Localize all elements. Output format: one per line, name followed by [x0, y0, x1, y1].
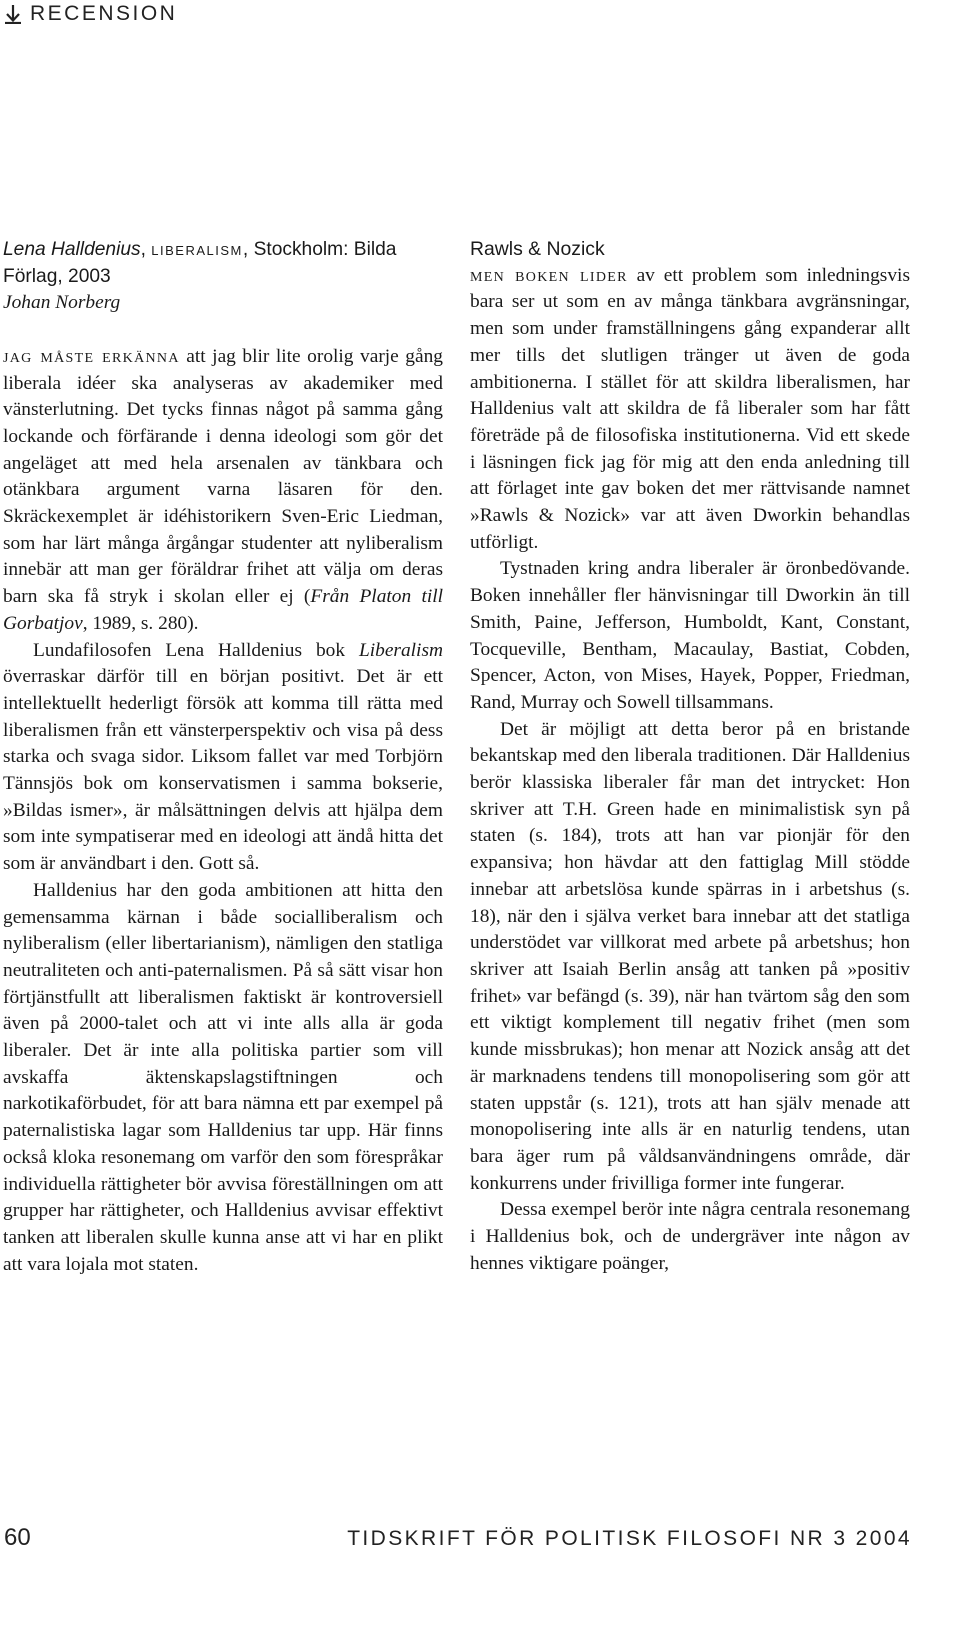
- paragraph: men boken lider av ett problem som inledningsvis bara ser ut som en av många tänkbara avgränsningar, men som under framställningens gång expanderar allt mer tills det slutligen tränger ut även de goda ambitionerna. I stället för att skildra liberalismen, har Halldenius valt att skildra de få liberaler som har fått företräde på de filosofiska institutionerna. Vid ett skede i läsningen fick jag för mig att den enda anledning till att förlaget inte gav boken det mer rättvisande namnet »Rawls & Nozick» var att även Dworkin behandlas utförligt.: [470, 264, 910, 553]
- lead-in: jag måste erkänna: [3, 345, 180, 367]
- subheading: Rawls & Nozick: [470, 238, 605, 260]
- page-number: 60: [4, 1524, 31, 1551]
- book-publisher-year: Förlag, 2003: [3, 265, 111, 287]
- reviewer-name: Johan Norberg: [3, 292, 121, 314]
- right-column: [470, 236, 910, 1277]
- section-label: RECENSION: [30, 2, 178, 25]
- paragraph: Tystnaden kring andra liberaler är öronbedövande. Boken innehåller fler hänvisningar till Dworkin än till Smith, Paine, Jefferson, Humboldt, Kant, Constant, Tocqueville, Bentham, Macaulay, Bastiat, Cobden, Spencer, Acton, von Mises, Hayek, Popper, Friedman, Rand, Murray och Sowell tillsammans.: [470, 558, 910, 713]
- book-publisher: Stockholm: Bilda: [253, 239, 397, 260]
- arrow-down-icon: [4, 4, 22, 24]
- section-header: [4, 0, 177, 28]
- paragraph: Det är möjligt att detta beror på en bristande bekantskap med den liberala traditionen. Där Halldenius berör klassiska liberaler får man det intrycket: Hon skriver att T.H. Green hade en minimalistisk syn på staten (s. 184), trots att han var pionjär för den expansiva; hon hävdar att den fattiglag Mill stödde innebar att arbetslösa kunde spärras in i arbetshus (s. 18), när den i själva verket bara innebar att det statliga understödet var villkorat med arbete på arbetshus; hon skriver att Isaiah Berlin ansåg att tanken på »positiv frihet» var befängd (s. 39), när han tvärtom såg den som ett viktigt komplement till negativ frihet (men som kunde missbrukas); hon menar att Nozick ansåg att det är marknadens tendens till monopolisering som gör att staten uppstår (s. 121), trots att han själv menade att monopolisering inte alls är en naturlig tendens, utan bara äger rum på våldsanvändningens område, där konkurrens under frivilliga former inte fungerar.: [470, 718, 910, 1194]
- book-author: Lena Halldenius: [3, 239, 141, 260]
- paragraph: jag måste erkänna att jag blir lite orolig varje gång liberala idéer ska analyseras av akademiker med vänsterlutning. Det tycks finnas något på samma gång lockande och förfärande i denna ideologi som gör det angeläget att med hela arsenalen av tänkbara och otänkbara argument varna läsaren för den. Skräckexemplet är idéhistorikern Sven-Eric Liedman, som har lärt många årgångar studenter att nyliberalism innebär att man ger föräldrar frihet att välja om deras barn ska få stryk i skolan eller ej (Från Platon till Gorbatjov, 1989, s. 280).: [3, 345, 444, 634]
- paragraph: Dessa exempel berör inte några centrala resonemang i Halldenius bok, och de undergräver inte någon av hennes viktigare poänger,: [470, 1199, 910, 1274]
- book-citation: Lena Halldenius, liberalism, Stockholm: Bilda Förlag, 2003: [3, 239, 397, 287]
- lead-in: men boken lider: [470, 264, 628, 286]
- paragraph: Halldenius har den goda ambitionen att hitta den gemensamma kärnan i både socialliberalism och nyliberalism (eller libertarianism), nämligen den statliga neutraliteten och anti-paternalismen. På så sätt visar hon förtjänstfullt att liberalismen faktiskt är kontroversiell även på 2000-talet och att vi inte alls alla är goda liberaler. Det är inte alla politiska partier som vill avskaffa äktenskapslagstiftningen och narkotikaförbudet, för att bara nämna ett par exempel på paternalistiska lagar som Halldenius tar upp. Här finns också kloka resonemang om varför den som förespråkar individuella rättigheter bör avvisa föreställningen om att grupper har rättigheter, och Halldenius avvisar effektivt tanken att liberalen skulle kunna anse att vi har en plikt att vara lojala mot staten.: [3, 879, 443, 1275]
- left-column: [3, 236, 443, 1278]
- journal-title: TIDSKRIFT FÖR POLITISK FILOSOFI NR 3 2004: [347, 1527, 912, 1550]
- paragraph: Lundafilosofen Lena Halldenius bok Liberalism överraskar därför till en början positivt. Det är ett intellektuellt hederligt försök att komma till rätta med liberalismen från ett vänsterperspektiv och visa på dess starka och svaga sidor. Liksom fallet var med Torbjörn Tännsjös bok om konservatismen i samma bokserie, »Bildas ismer», är målsättningen delvis att hjälpa dem som inte sympatiserar med en ideologi att ändå hitta det som är användbart i den. Gott så.: [3, 639, 443, 875]
- book-title: liberalism: [151, 239, 243, 259]
